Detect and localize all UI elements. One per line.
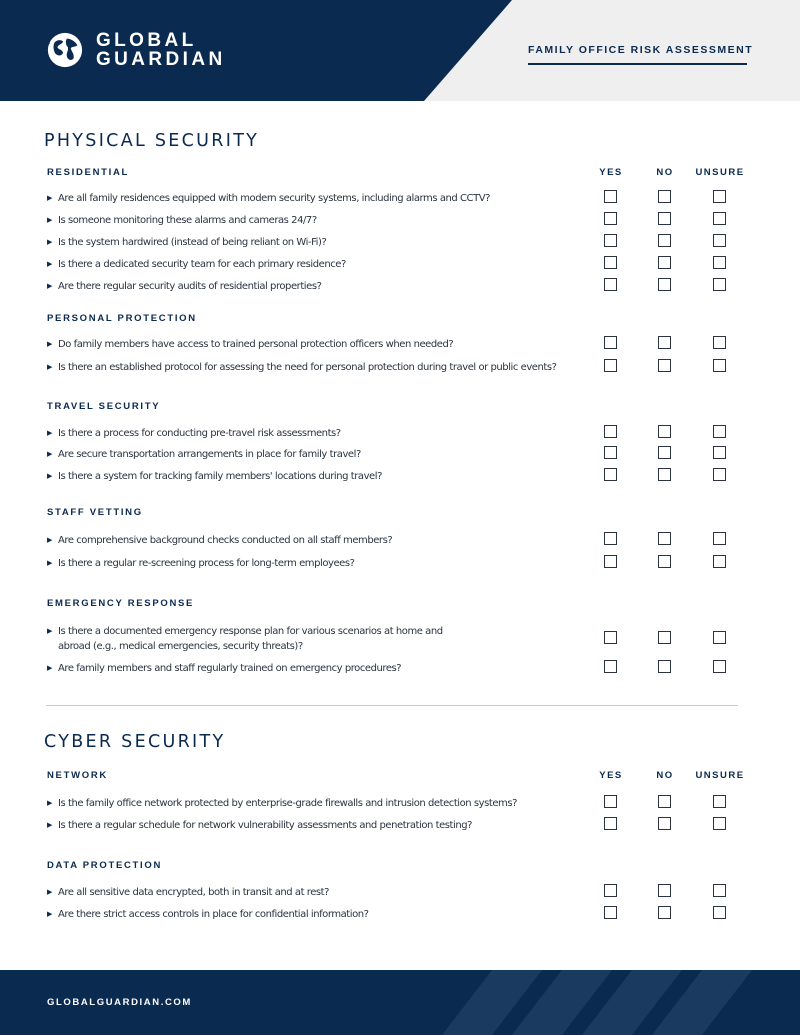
question-text	[58, 661, 401, 676]
checkbox-yes[interactable]	[604, 256, 617, 269]
checkbox-unsure[interactable]	[713, 359, 726, 372]
checkbox-unsure[interactable]	[713, 631, 726, 644]
checkbox-yes[interactable]	[604, 660, 617, 673]
checkbox-yes[interactable]	[604, 278, 617, 291]
checkbox-no[interactable]	[658, 660, 671, 673]
question-line: Is there a regular schedule for network vulnerability assessments and penetration testing?	[58, 820, 472, 831]
bullet-triangle-icon: ▶	[47, 888, 52, 896]
question-text	[58, 235, 326, 250]
question-line: Is there a documented emergency response plan for various scenarios at home and	[58, 626, 443, 637]
question-line: Is there a process for conducting pre-travel risk assessments?	[58, 428, 341, 439]
logo	[46, 31, 226, 69]
bullet-triangle-icon: ▶	[47, 429, 52, 437]
page-footer	[0, 970, 800, 1035]
bullet-triangle-icon: ▶	[47, 238, 52, 246]
checkbox-unsure[interactable]	[713, 446, 726, 459]
question-text	[58, 796, 517, 811]
bullet-triangle-icon: ▶	[47, 799, 52, 807]
column-header-yes: YES	[599, 167, 623, 178]
column-header-no: NO	[656, 770, 674, 781]
checkbox-no[interactable]	[658, 884, 671, 897]
group-heading: TRAVEL SECURITY	[47, 401, 161, 412]
checkbox-no[interactable]	[658, 278, 671, 291]
logo-line-1: GLOBAL	[96, 30, 197, 51]
section-title: CYBER SECURITY	[44, 732, 226, 752]
checkbox-no[interactable]	[658, 359, 671, 372]
question-line: Is the system hardwired (instead of being reliant on Wi-Fi)?	[58, 237, 327, 248]
checkbox-unsure[interactable]	[713, 795, 726, 808]
checkbox-yes[interactable]	[604, 817, 617, 830]
checkbox-yes[interactable]	[604, 795, 617, 808]
checkbox-yes[interactable]	[604, 190, 617, 203]
checkbox-unsure[interactable]	[713, 212, 726, 225]
question-text	[58, 907, 369, 922]
checkbox-no[interactable]	[658, 532, 671, 545]
question-text	[58, 337, 453, 352]
checkbox-no[interactable]	[658, 555, 671, 568]
group-heading: STAFF VETTING	[47, 507, 143, 518]
question-text	[58, 213, 317, 228]
question-line: Are there regular security audits of residential properties?	[58, 281, 322, 292]
checkbox-unsure[interactable]	[713, 884, 726, 897]
checkbox-yes[interactable]	[604, 555, 617, 568]
question-text	[58, 469, 382, 484]
question-line: Is there an established protocol for assessing the need for personal protection during travel or public events?	[58, 362, 557, 373]
checkbox-no[interactable]	[658, 212, 671, 225]
question-line: Are there strict access controls in place for confidential information?	[58, 909, 369, 920]
question-line: Is there a regular re-screening process for long-term employees?	[58, 558, 355, 569]
group-heading: EMERGENCY RESPONSE	[47, 598, 195, 609]
checkbox-unsure[interactable]	[713, 906, 726, 919]
question-text	[58, 426, 341, 441]
question-line: Are family members and staff regularly trained on emergency procedures?	[58, 663, 402, 674]
bullet-triangle-icon: ▶	[47, 536, 52, 544]
column-header-no: NO	[656, 167, 674, 178]
question-line: Is there a dedicated security team for each primary residence?	[58, 259, 346, 270]
question-line: Is someone monitoring these alarms and cameras 24/7?	[58, 215, 317, 226]
question-text	[58, 818, 472, 833]
page-header	[0, 0, 800, 101]
question-text	[58, 556, 354, 571]
bullet-triangle-icon: ▶	[47, 194, 52, 202]
checkbox-no[interactable]	[658, 425, 671, 438]
question-line: Are comprehensive background checks conducted on all staff members?	[58, 535, 393, 546]
checkbox-unsure[interactable]	[713, 660, 726, 673]
bullet-triangle-icon: ▶	[47, 821, 52, 829]
checkbox-no[interactable]	[658, 906, 671, 919]
bullet-triangle-icon: ▶	[47, 559, 52, 567]
column-header-yes: YES	[599, 770, 623, 781]
question-text	[58, 533, 392, 548]
checkbox-no[interactable]	[658, 190, 671, 203]
question-text	[58, 257, 346, 272]
checkbox-unsure[interactable]	[713, 817, 726, 830]
question-text	[58, 885, 329, 900]
question-line: Are all sensitive data encrypted, both in transit and at rest?	[58, 887, 329, 898]
group-heading: DATA PROTECTION	[47, 860, 163, 871]
bullet-triangle-icon: ▶	[47, 216, 52, 224]
checkbox-no[interactable]	[658, 795, 671, 808]
checkbox-yes[interactable]	[604, 906, 617, 919]
checkbox-unsure[interactable]	[713, 336, 726, 349]
question-text	[58, 624, 443, 654]
checkbox-yes[interactable]	[604, 446, 617, 459]
checkbox-unsure[interactable]	[713, 256, 726, 269]
checkbox-unsure[interactable]	[713, 190, 726, 203]
question-text	[58, 447, 361, 462]
column-header-unsure: UNSURE	[695, 167, 745, 178]
bullet-triangle-icon: ▶	[47, 472, 52, 480]
bullet-triangle-icon: ▶	[47, 260, 52, 268]
group-heading: PERSONAL PROTECTION	[47, 313, 197, 324]
question-line: Are all family residences equipped with modern security systems, including alarms and CCTV?	[58, 193, 490, 204]
question-text	[58, 360, 556, 375]
question-line: Are secure transportation arrangements in place for family travel?	[58, 449, 361, 460]
checkbox-yes[interactable]	[604, 359, 617, 372]
question-line: abroad (e.g., medical emergencies, security threats)?	[58, 641, 303, 652]
bullet-triangle-icon: ▶	[47, 627, 52, 635]
document-title: FAMILY OFFICE RISK ASSESSMENT	[528, 44, 747, 65]
checkbox-yes[interactable]	[604, 468, 617, 481]
checkbox-yes[interactable]	[604, 425, 617, 438]
section-divider	[46, 705, 738, 706]
bullet-triangle-icon: ▶	[47, 363, 52, 371]
bullet-triangle-icon: ▶	[47, 340, 52, 348]
question-text	[58, 279, 321, 294]
checkbox-no[interactable]	[658, 336, 671, 349]
bullet-triangle-icon: ▶	[47, 664, 52, 672]
question-text	[58, 191, 490, 206]
checkbox-no[interactable]	[658, 468, 671, 481]
checkbox-unsure[interactable]	[713, 532, 726, 545]
checkbox-no[interactable]	[658, 631, 671, 644]
checkbox-no[interactable]	[658, 234, 671, 247]
globe-logo-icon	[46, 31, 84, 69]
bullet-triangle-icon: ▶	[47, 282, 52, 290]
question-line: Is there a system for tracking family members' locations during travel?	[58, 471, 382, 482]
bullet-triangle-icon: ▶	[47, 450, 52, 458]
checkbox-no[interactable]	[658, 446, 671, 459]
checkbox-no[interactable]	[658, 256, 671, 269]
checkbox-yes[interactable]	[604, 336, 617, 349]
checkbox-yes[interactable]	[604, 234, 617, 247]
section-title: PHYSICAL SECURITY	[44, 131, 260, 151]
logo-line-2: GUARDIAN	[96, 49, 226, 70]
column-header-unsure: UNSURE	[695, 770, 745, 781]
checkbox-unsure[interactable]	[713, 278, 726, 291]
footer-url[interactable]: GLOBALGUARDIAN.COM	[47, 997, 192, 1008]
checkbox-yes[interactable]	[604, 532, 617, 545]
bullet-triangle-icon: ▶	[47, 910, 52, 918]
checkbox-yes[interactable]	[604, 884, 617, 897]
question-line: Is the family office network protected by enterprise-grade firewalls and intrusion detection systems?	[58, 798, 517, 809]
group-heading: RESIDENTIAL	[47, 167, 130, 178]
checkbox-no[interactable]	[658, 817, 671, 830]
group-heading: NETWORK	[47, 770, 108, 781]
question-line: Do family members have access to trained personal protection officers when needed?	[58, 339, 454, 350]
checkbox-unsure[interactable]	[713, 468, 726, 481]
checkbox-unsure[interactable]	[713, 234, 726, 247]
checkbox-yes[interactable]	[604, 631, 617, 644]
checkbox-yes[interactable]	[604, 212, 617, 225]
checkbox-unsure[interactable]	[713, 425, 726, 438]
logo-wordmark	[96, 31, 226, 69]
checkbox-unsure[interactable]	[713, 555, 726, 568]
